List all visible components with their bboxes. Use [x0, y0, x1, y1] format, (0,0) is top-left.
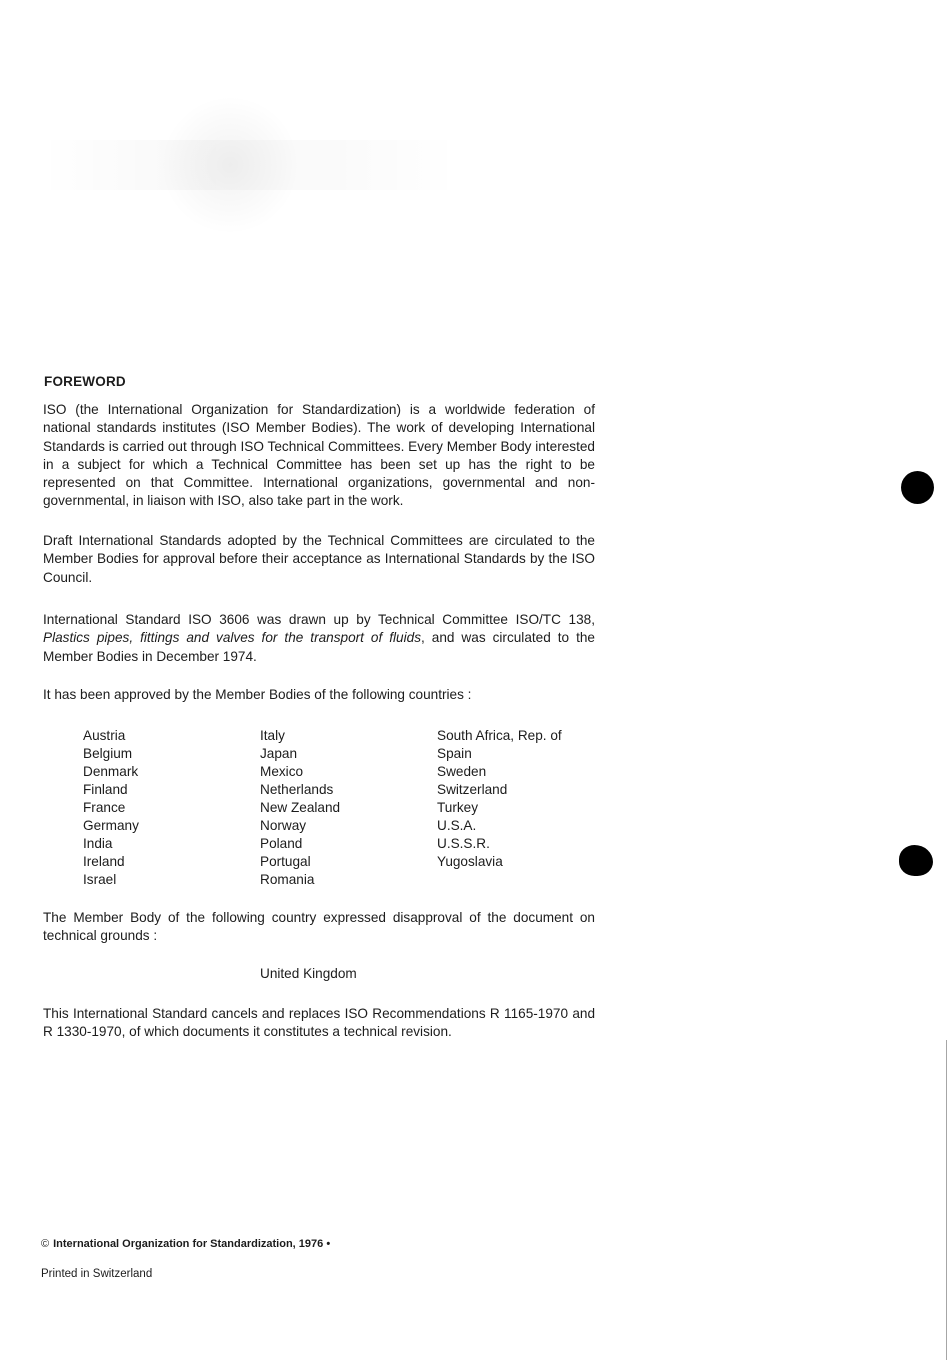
country-item: Switzerland — [437, 782, 508, 797]
copyright-icon: © — [41, 1238, 50, 1250]
country-item: Poland — [260, 836, 303, 851]
country-list-column-1 — [83, 727, 139, 889]
country-item: France — [83, 800, 126, 815]
disapproval-intro: The Member Body of the following country expressed disapproval of the document on technical grounds : — [43, 910, 595, 944]
printed-in-note: Printed in Switzerland — [41, 1268, 153, 1280]
page-edge-line — [946, 1040, 947, 1360]
country-item: India — [83, 836, 113, 851]
punch-hole-icon — [899, 845, 933, 876]
country-item: Italy — [260, 728, 285, 743]
scan-bleedthrough — [40, 140, 460, 190]
country-item: U.S.A. — [437, 818, 477, 833]
approval-intro: It has been approved by the Member Bodies of the following countries : — [43, 687, 472, 702]
punch-hole-icon — [901, 471, 934, 504]
country-item: Belgium — [83, 746, 133, 761]
country-item: U.S.S.R. — [437, 836, 490, 851]
country-item: New Zealand — [260, 800, 341, 815]
foreword-heading: FOREWORD — [44, 374, 126, 389]
country-item: Norway — [260, 818, 307, 833]
country-item: Turkey — [437, 800, 479, 815]
foreword-paragraph-standard — [43, 611, 595, 666]
country-item: Sweden — [437, 764, 487, 779]
country-item: Japan — [260, 746, 298, 761]
country-item: Finland — [83, 782, 128, 797]
country-item: Denmark — [83, 764, 139, 779]
committee-title: Plastics pipes, fittings and valves for the transport of fluids — [43, 630, 421, 646]
country-item: Yugoslavia — [437, 854, 503, 869]
country-item: Mexico — [260, 764, 304, 779]
standard-text-end: , and was circulated to the Member Bodies in December 1974. — [43, 630, 595, 664]
foreword-paragraph-iso: ISO (the International Organization for Standardization) is a worldwide federation of national standards institutes (ISO Member Bodies). The work of developing International Standards is carried out through ISO Technical Committees. Every Member Body interested in a subject for which a Technical Committee has been set up has the right to be represented on that Committee. International organizations, governmental and non-governmental, in liaison with ISO, also take part in the work. — [43, 402, 595, 509]
country-list-column-2 — [260, 727, 340, 889]
country-item: South Africa, Rep. of — [437, 728, 562, 743]
standard-text-start: International Standard ISO 3606 was drawn up by Technical Committee ISO/TC 138, — [43, 612, 595, 627]
replacement-note: This International Standard cancels and replaces ISO Recommendations R 1165-1970 and R 1330-1970, of which documents it constitutes a technical revision. — [43, 1006, 595, 1040]
country-item: Germany — [83, 818, 139, 833]
country-item: Ireland — [83, 854, 125, 869]
country-list-column-3 — [437, 727, 562, 871]
country-item: Israel — [83, 872, 117, 887]
copyright-text: International Organization for Standardization, 1976 • — [53, 1238, 331, 1250]
foreword-paragraph-draft: Draft International Standards adopted by the Technical Committees are circulated to the Member Bodies for approval before their acceptance as International Standards by the ISO Council. — [43, 533, 595, 585]
country-item: Netherlands — [260, 782, 334, 797]
country-item: Romania — [260, 872, 315, 887]
country-item: Austria — [83, 728, 126, 743]
country-item: Spain — [437, 746, 472, 761]
copyright-line — [41, 1238, 330, 1250]
country-item: Portugal — [260, 854, 311, 869]
disapproving-country: United Kingdom — [260, 966, 357, 981]
